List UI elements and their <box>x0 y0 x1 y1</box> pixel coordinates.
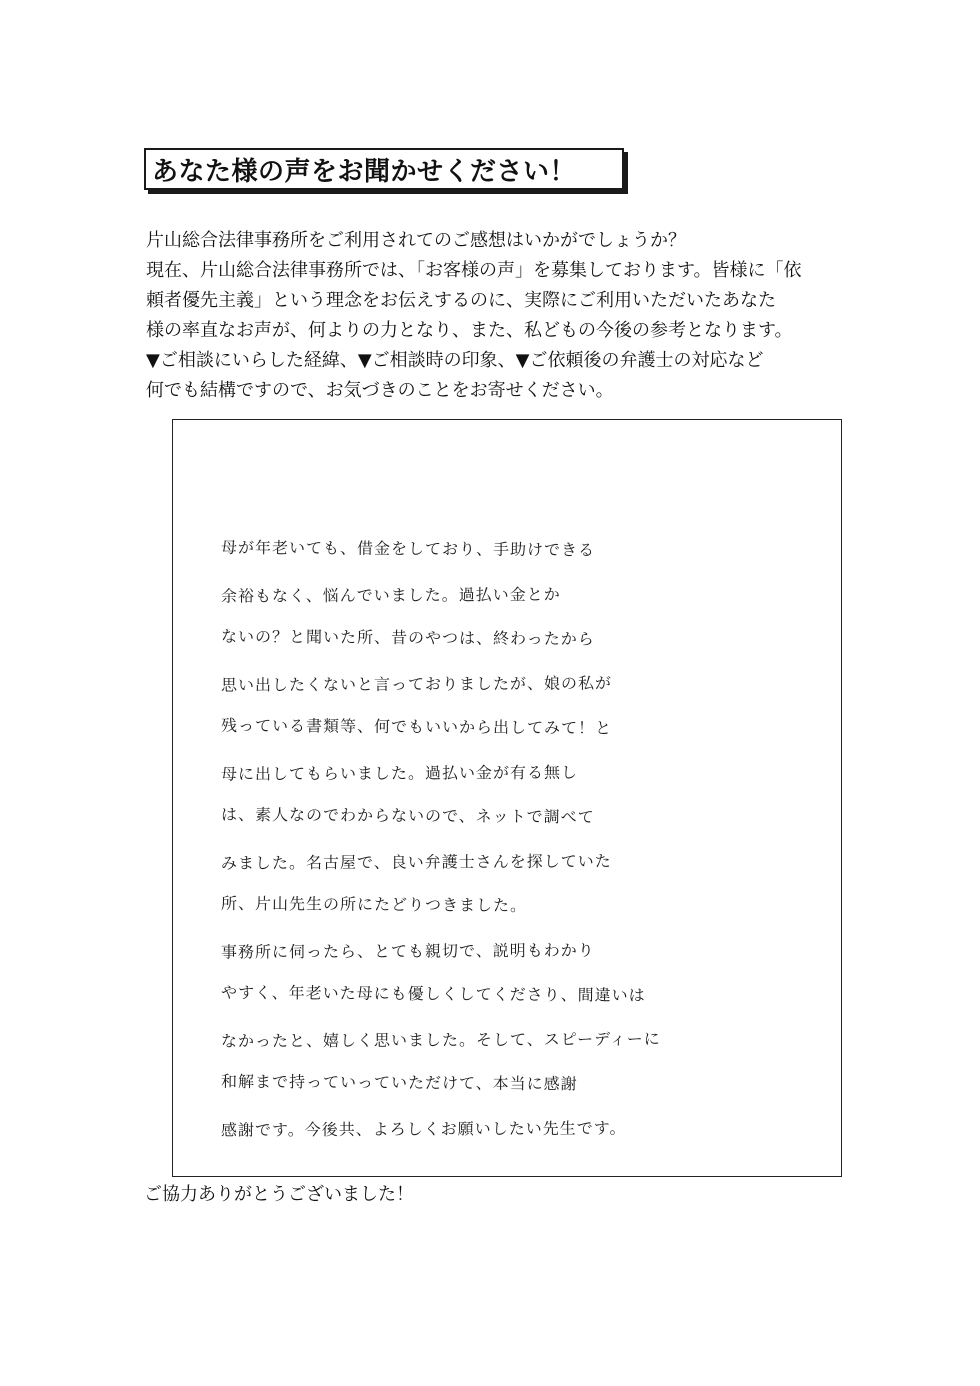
handwritten-line: 残っている書類等、何でもいいから出してみて！と <box>220 715 613 738</box>
handwritten-line: 所、片山先生の所にたどりつきました。 <box>220 893 528 915</box>
handwritten-letter <box>221 528 841 1151</box>
handwritten-line: ないの？と聞いた所、昔のやつは、終わったから <box>220 626 595 649</box>
handwritten-line: みました。名古屋で、良い弁護士さんを探していた <box>220 851 612 873</box>
handwritten-line: なかったと、嬉しく思いました。そして、スピーディーに <box>220 1028 661 1051</box>
handwritten-line: 余裕もなく、悩んでいました。過払い金とか <box>220 584 561 606</box>
handwritten-letter-box <box>172 419 842 1177</box>
intro-line: 様の率直なお声が、何よりの力となり、また、私どもの今後の参考となります。 <box>146 320 793 341</box>
thank-you-message: ご協力ありがとうございました！ <box>144 1184 414 1205</box>
handwritten-line: やすく、年老いた母にも優しくしてくださり、間違いは <box>220 982 646 1005</box>
title-box <box>144 148 624 190</box>
intro-line: 片山総合法律事務所をご利用されてのご感想はいかがでしょうか？ <box>146 230 686 251</box>
intro-line: ▼ご相談にいらした経緯、▼ご相談時の印象、▼ご依頼後の弁護士の対応など <box>146 350 764 371</box>
handwritten-line: 感謝です。今後共、よろしくお願いしたい先生です。 <box>220 1118 627 1140</box>
handwritten-line: 和解まで持っていっていただけて、本当に感謝 <box>220 1071 578 1094</box>
intro-line: 何でも結構ですので、お気づきのことをお寄せください。 <box>146 380 614 401</box>
handwritten-line: 思い出したくないと言っておりましたが、娘の私が <box>220 673 613 695</box>
page-title: あなた様の声をお聞かせください！ <box>152 156 577 187</box>
intro-line: 頼者優先主義」という理念をお伝えするのに、実際にご利用いただいたあなた <box>146 290 776 311</box>
intro-paragraph <box>146 226 866 406</box>
handwritten-line: 母に出してもらいました。過払い金が有る無し <box>220 762 579 784</box>
handwritten-line: 母が年老いても、借金をしており、手助けできる <box>220 537 596 560</box>
intro-line: 現在、片山総合法律事務所では、「お客様の声」を募集しております。皆様に「依 <box>146 260 802 281</box>
handwritten-line: 事務所に伺ったら、とても親切で、説明もわかり <box>220 940 595 962</box>
handwritten-line: は、素人なのでわからないので、ネットで調べて <box>220 804 595 827</box>
